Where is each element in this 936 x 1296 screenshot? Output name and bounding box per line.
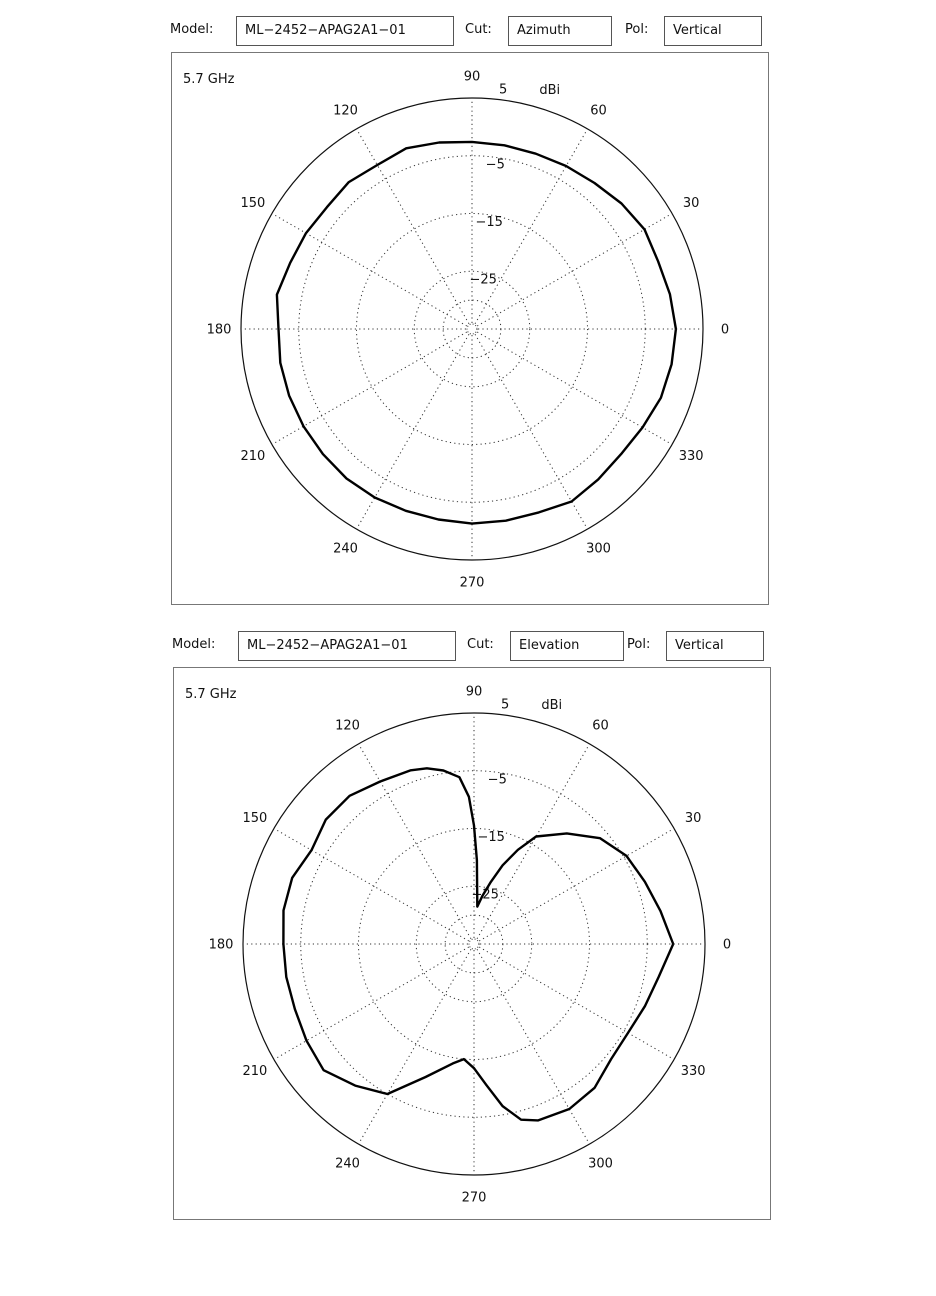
- angle-label-0: 0: [722, 937, 732, 953]
- grid-circle: [414, 271, 530, 387]
- angle-label-210: 210: [242, 1064, 268, 1079]
- radial-tick-label: −15: [475, 215, 503, 231]
- angle-label-60: 60: [592, 718, 609, 734]
- frequency-label: 5.7 GHz: [183, 72, 235, 87]
- radial-tick-label: −5: [487, 772, 507, 788]
- unit-label: dBi: [541, 697, 563, 713]
- radial-tick-label: −15: [477, 830, 505, 846]
- angle-label-180: 180: [206, 322, 232, 338]
- angle-label-240: 240: [335, 1156, 360, 1172]
- angle-label-210: 210: [240, 449, 266, 464]
- radial-tick-label: −25: [471, 887, 499, 903]
- angle-label-90: 90: [463, 69, 481, 85]
- angle-label-90: 90: [465, 684, 483, 700]
- pattern-trace: [283, 768, 673, 1120]
- model-label: Model:: [172, 637, 216, 652]
- angle-label-30: 30: [684, 811, 702, 826]
- pol-label: Pol:: [627, 637, 651, 652]
- elevation-polar-chart: [0, 615, 936, 1235]
- angle-label-300: 300: [588, 1156, 613, 1172]
- angle-label-60: 60: [590, 103, 607, 119]
- center-circle: [467, 324, 477, 334]
- pol-label: Pol:: [625, 22, 649, 37]
- angle-label-270: 270: [459, 575, 485, 591]
- model-label: Model:: [170, 22, 214, 37]
- azimuth-polar-chart: [0, 0, 936, 620]
- angle-label-120: 120: [333, 103, 358, 119]
- cut-label: Cut:: [465, 22, 492, 37]
- pattern-trace: [277, 142, 676, 524]
- radial-tick-label: 5: [499, 82, 508, 98]
- grid-circle: [416, 886, 532, 1002]
- radial-tick-label: 5: [501, 697, 510, 713]
- pol-field[interactable]: Vertical: [664, 16, 762, 46]
- radial-tick-label: −5: [485, 157, 505, 173]
- cut-field[interactable]: Elevation: [510, 631, 624, 661]
- model-field[interactable]: ML−2452−APAG2A1−01: [238, 631, 456, 661]
- angle-label-180: 180: [208, 937, 234, 953]
- outer-circle: [241, 98, 703, 560]
- angle-label-150: 150: [240, 196, 266, 211]
- angle-label-240: 240: [333, 541, 358, 557]
- cut-field[interactable]: Azimuth: [508, 16, 612, 46]
- angle-label-270: 270: [461, 1190, 487, 1206]
- angle-label-120: 120: [335, 718, 360, 734]
- outer-circle: [243, 713, 705, 1175]
- angle-label-330: 330: [678, 449, 704, 464]
- center-circle: [469, 939, 479, 949]
- elevation-panel: [0, 615, 936, 1235]
- pol-field[interactable]: Vertical: [666, 631, 764, 661]
- cut-label: Cut:: [467, 637, 494, 652]
- angle-label-0: 0: [720, 322, 730, 338]
- angle-label-330: 330: [680, 1064, 706, 1079]
- unit-label: dBi: [539, 82, 561, 98]
- frequency-label: 5.7 GHz: [185, 687, 237, 702]
- angle-label-150: 150: [242, 811, 268, 826]
- azimuth-panel: [0, 0, 936, 620]
- angle-label-300: 300: [586, 541, 611, 557]
- model-field[interactable]: ML−2452−APAG2A1−01: [236, 16, 454, 46]
- angle-label-30: 30: [682, 196, 700, 211]
- radial-tick-label: −25: [469, 272, 497, 288]
